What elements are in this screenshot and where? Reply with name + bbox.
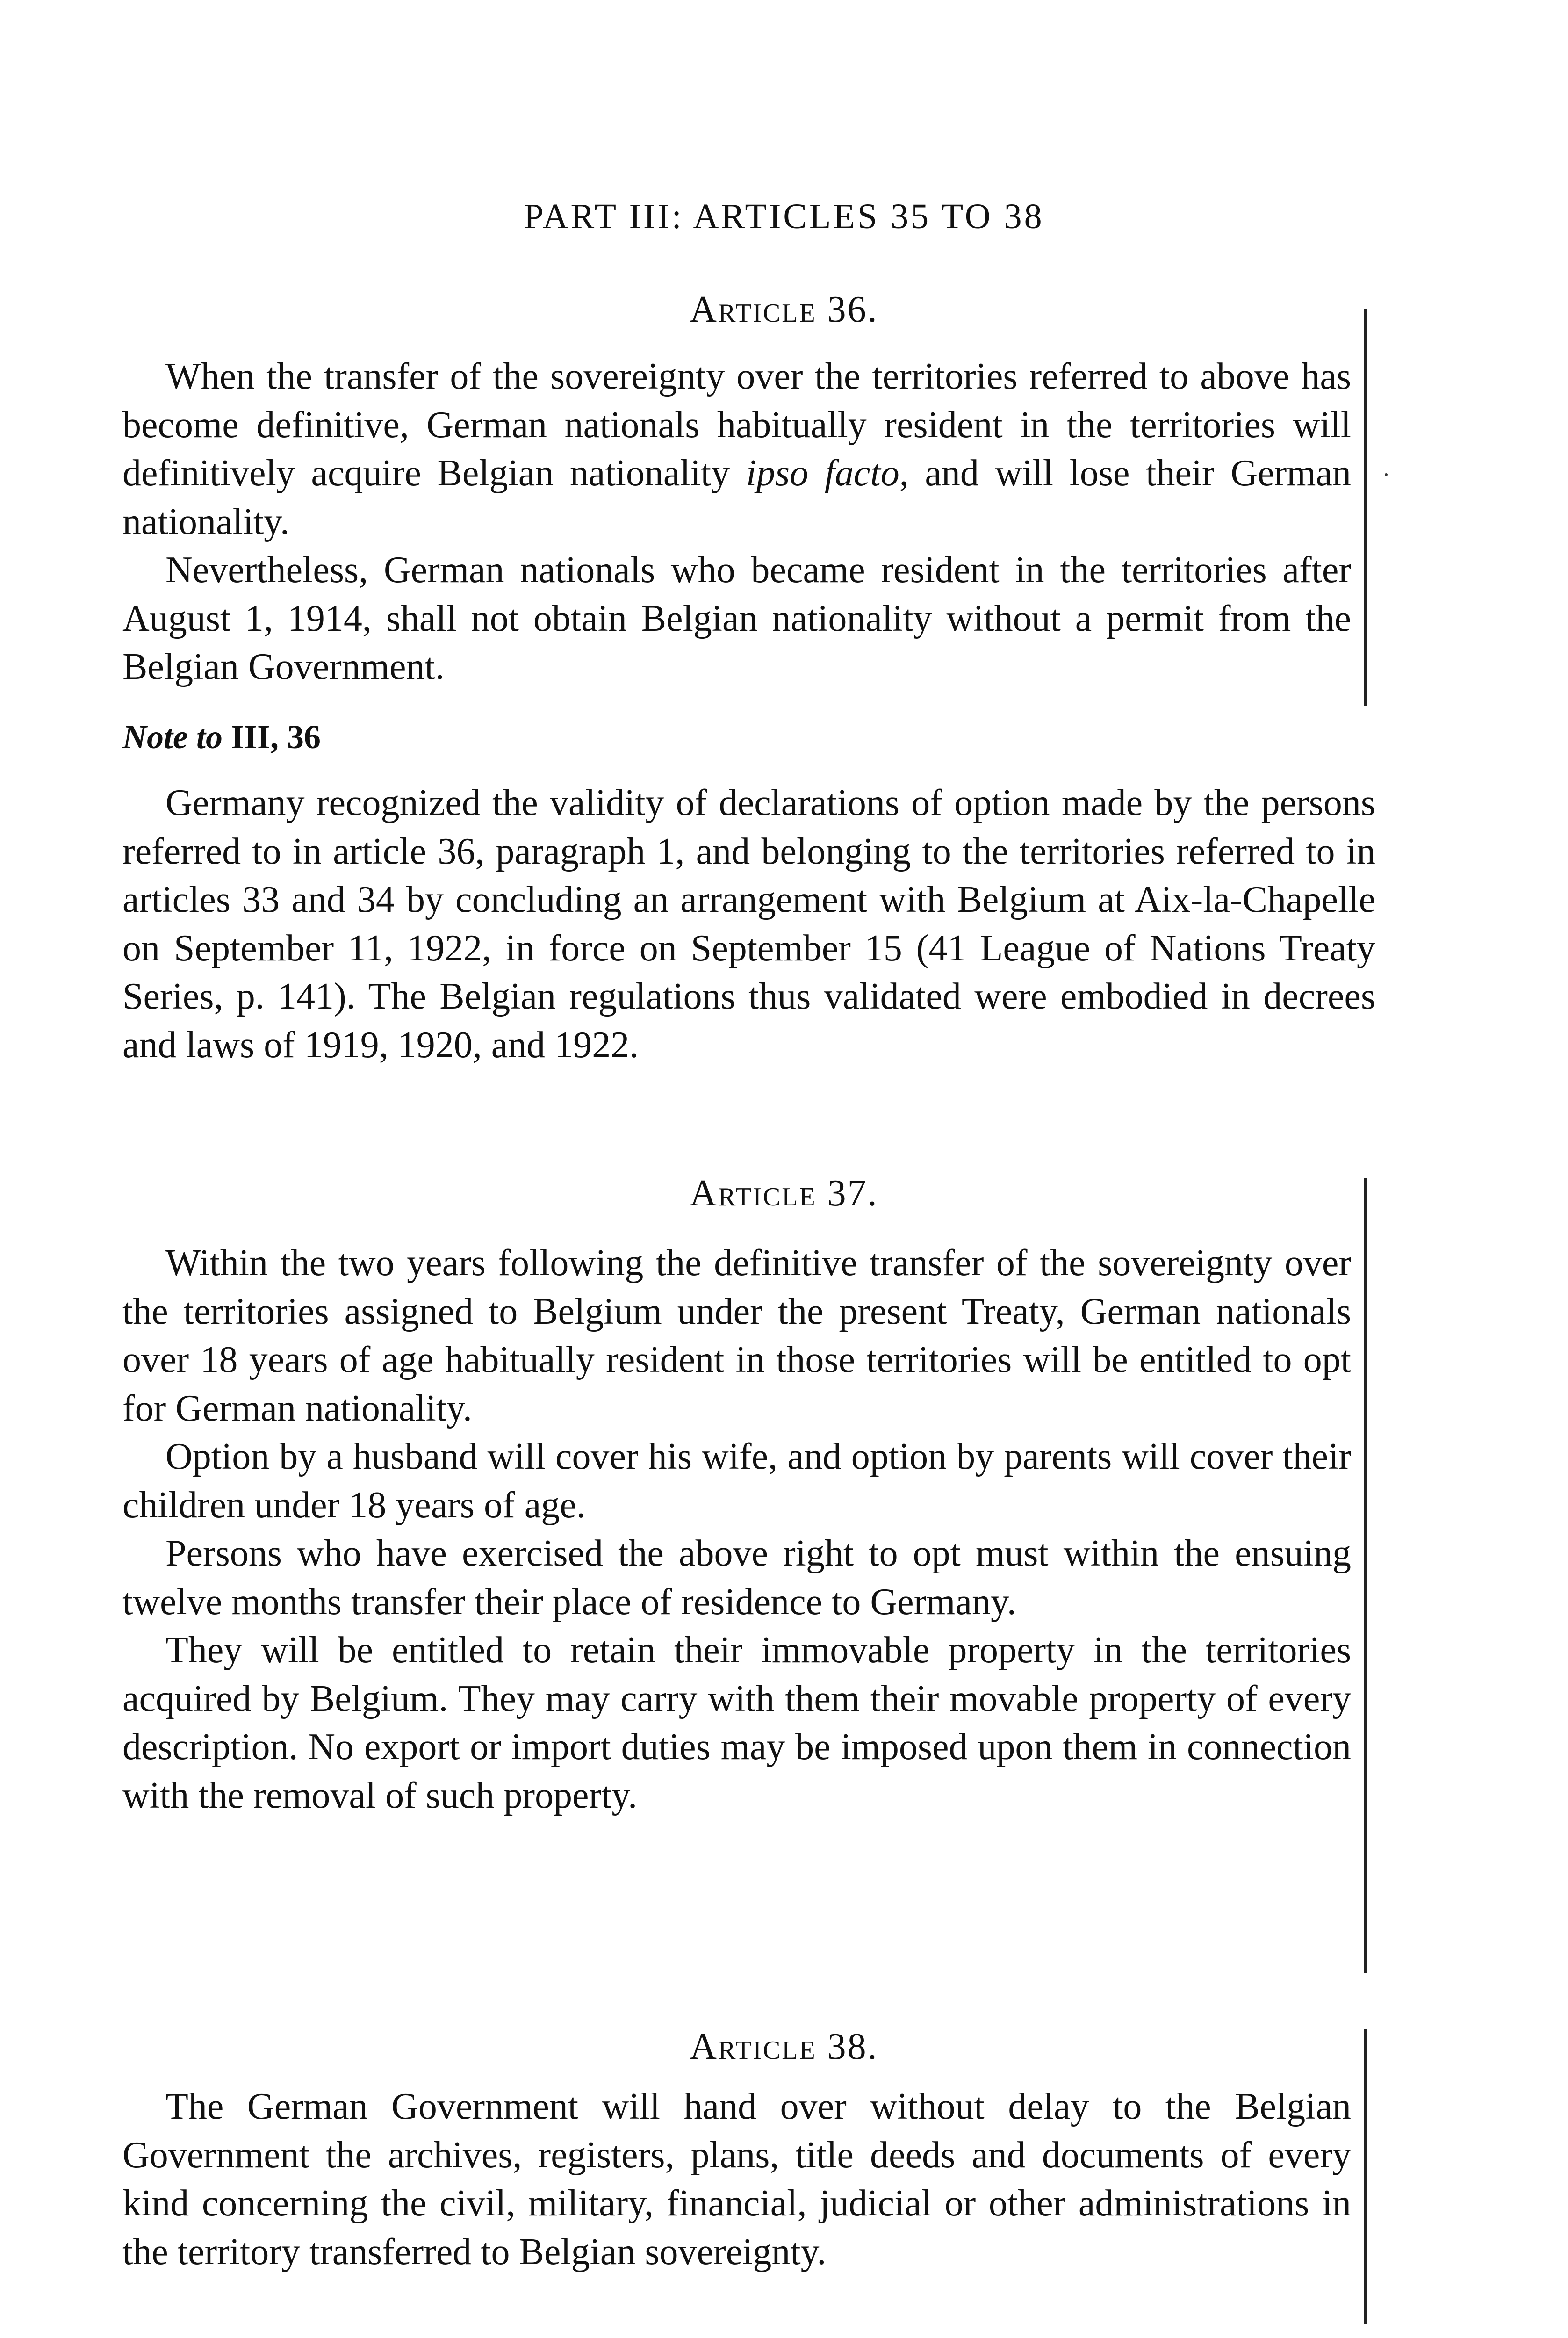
article-38-body (122, 2083, 1351, 2276)
article-36-heading: Article 36. (690, 289, 878, 330)
article-37-paragraph: Within the two years following the definitive transfer of the sovereignty over the territories assigned to Belgium under the present Treaty, German nationals over 18 years of age habitually resident in those territories will be entitled to opt for German nationality. (122, 1242, 1351, 1429)
margin-rule-article-38 (1364, 2029, 1367, 2324)
margin-rule-article-37 (1364, 1178, 1367, 1973)
article-37-body (122, 1239, 1351, 1820)
page-header: PART III: ARTICLES 35 TO 38 (524, 197, 1044, 236)
article-38-heading: Article 38. (690, 2026, 878, 2067)
article-36-p1-italic: ipso facto (746, 453, 899, 494)
article-36-paragraph-1 (122, 353, 1351, 546)
article-37-paragraph: Option by a husband will cover his wife, and option by parents will cover their children under 18 years of age. (122, 1436, 1351, 1526)
note-label (122, 720, 321, 754)
article-37-paragraph: They will be entitled to retain their immovable property in the territories acquired by Belgium. They may carry with them their movable property of every description. No export or import duties may be imposed upon them in connection with the removal of such property. (122, 1630, 1351, 1816)
margin-rule-article-36 (1364, 309, 1367, 706)
article-36-p1-text-start: When the transfer of the sovereignty over the territories referred to above has become definitive, German nationals habitually resident in the territories will definitively acquire Belgian nationality (122, 356, 1351, 494)
article-37-paragraph: Persons who have exercised the above right to opt must within the ensuing twelve months transfer their place of residence to Germany. (122, 1533, 1351, 1623)
article-36-p1-text-end: , and will lose their German nationality. (122, 453, 1351, 542)
note-body (122, 779, 1375, 1069)
article-37-heading: Article 37. (690, 1173, 878, 1214)
article-36-body (122, 353, 1351, 692)
note-label-reference: III, 36 (222, 718, 321, 756)
note-paragraph: Germany recognized the validity of declarations of option made by the persons referred to in article 36, paragraph 1, and belonging to the territories referred to in articles 33 and 34 by concluding an arrangement with Belgium at Aix-la-Chapelle on September 11, 1922, in force on September 15 (41 League of Nations Treaty Series, p. 141). The Belgian regulations thus validated were embodied in decrees and laws of 1919, 1920, and 1922. (122, 782, 1375, 1066)
margin-mark (1385, 473, 1388, 476)
article-36-paragraph-2: Nevertheless, German nationals who became resident in the territories after August 1, 1914, shall not obtain Belgian nationality without a permit from the Belgian Government. (122, 549, 1351, 687)
article-38-paragraph: The German Government will hand over without delay to the Belgian Government the archives, registers, plans, title deeds and documents of every kind concerning the civil, military, financial, judicial or other administrations in the territory transferred to Belgian sovereignty. (122, 2086, 1351, 2273)
note-label-italic: Note to (122, 718, 223, 756)
